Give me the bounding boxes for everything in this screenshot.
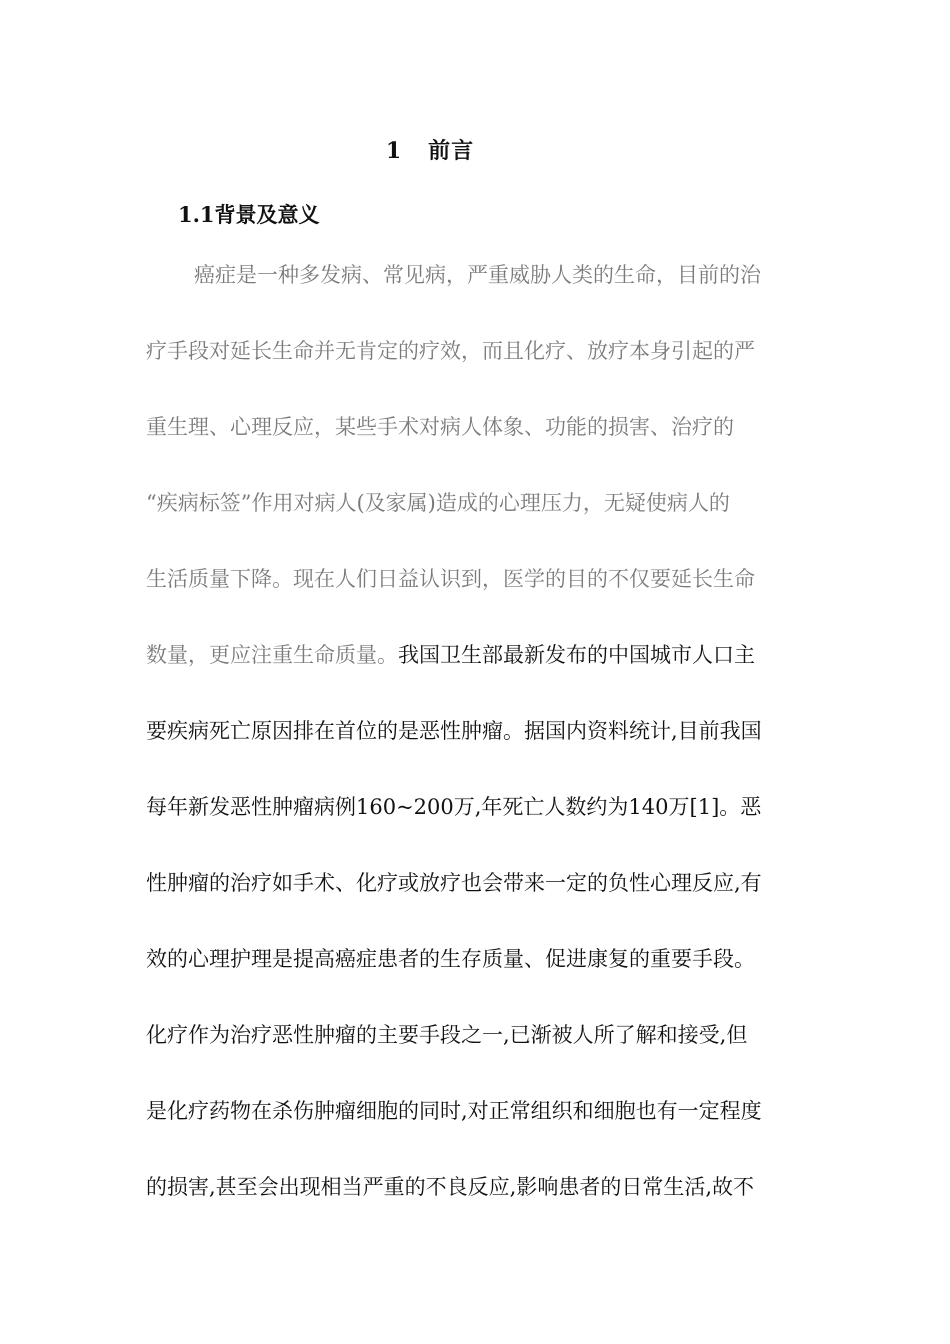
paragraph-line: 疗手段对延长生命并无肯定的疗效，而且化疗、放疗本身引起的严 (146, 339, 755, 363)
paragraph-line: 重生理、心理反应，某些手术对病人体象、功能的损害、治疗的 (146, 415, 734, 439)
paragraph-line: 是化疗药物在杀伤肿瘤细胞的同时,对正常组织和细胞也有一定程度 (146, 1099, 762, 1123)
paragraph-line: 生活质量下降。现在人们日益认识到，医学的目的不仅要延长生命 (146, 567, 755, 591)
section-title: 1.1背景及意义 (178, 202, 320, 227)
paragraph-line: 效的心理护理是提高癌症患者的生存质量、促进康复的重要手段。 (146, 947, 755, 971)
paragraph-line: 要疾病死亡原因排在首位的是恶性肿瘤。据国内资料统计,目前我国 (146, 719, 762, 743)
paragraph-line-mixed (146, 636, 816, 712)
chapter-title: 1 前言 (385, 138, 475, 164)
paragraph-line: 的损害,甚至会出现相当严重的不良反应,影响患者的日常生活,故不 (146, 1175, 755, 1199)
paragraph-line: “疾病标签”作用对病人(及家属)造成的心理压力，无疑使病人的 (146, 491, 730, 515)
paragraph-line: 性肿瘤的治疗如手术、化疗或放疗也会带来一定的负性心理反应,有 (146, 871, 762, 895)
body-text (146, 256, 816, 1244)
paragraph-line: 化疗作为治疗恶性肿瘤的主要手段之一,已渐被人所了解和接受,但 (146, 1023, 748, 1047)
paragraph-line-dark-part: 我国卫生部最新发布的中国城市人口主 (398, 643, 755, 667)
paragraph-line: 每年新发恶性肿瘤病例160~200万,年死亡人数约为140万[1]。恶 (146, 795, 762, 819)
paragraph-line-faded-part: 数量，更应注重生命质量。 (146, 643, 398, 667)
paragraph-line: 癌症是一种多发病、常见病，严重威胁人类的生命，目前的治 (194, 263, 761, 287)
